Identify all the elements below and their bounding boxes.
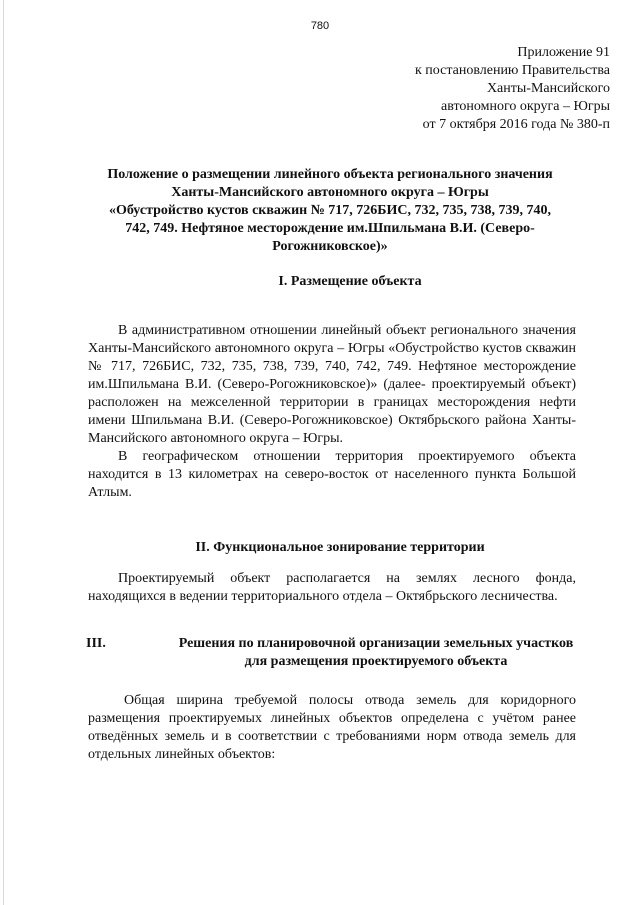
title-line: Положение о размещении линейного объекта регионального значения: [107, 167, 553, 182]
section-3-body: [88, 692, 576, 764]
appendix-block: [415, 44, 610, 134]
paragraph: Проектируемый объект располагается на землях лесного фонда, находящихся в ведении территориального отдела – Октябрьского лесничества.: [88, 571, 576, 604]
page-number: 780: [310, 20, 330, 32]
section-2-heading: II. Функциональное зонирование территории: [195, 540, 485, 555]
section-1-body: [88, 322, 576, 502]
document-title: [60, 166, 600, 256]
section-3-heading-line: для размещения проектируемого объекта: [244, 654, 508, 669]
paragraph: Общая ширина требуемой полосы отвода земель для коридорного размещения проектируемых линейных объектов определена с учётом ранее отведённых земель и в соответствии с требованиями норм отвода земель для отдельных линейных объектов:: [88, 693, 576, 762]
paragraph: В географическом отношении территория проектируемого объекта находится в 13 километрах на северо-восток от населенного пункта Большой Атлым.: [88, 449, 576, 500]
section-1-heading: I. Размещение объекта: [278, 274, 422, 289]
section-3-heading: [86, 635, 606, 671]
appendix-line: Приложение 91: [517, 45, 610, 60]
appendix-line: к постановлению Правительства: [414, 63, 610, 78]
title-line: Ханты-Мансийского автономного округа – Югры: [171, 185, 489, 200]
paragraph: В административном отношении линейный объект регионального значения Ханты-Мансийского автономного округа – Югры «Обустройство кустов скважин № 717, 726БИС, 732, 735, 738, 739, 740, 742, 749. Нефтяное месторождение им.Шпильмана В.И. (Северо-Рогожниковское)» (далее- проектируемый объект) расположен на межселенной территории в границах месторождения нефти имени Шпильмана В.И. (Северо-Рогожниковское) Октябрьского района Ханты-Мансийского автономного округа – Югры.: [88, 323, 576, 446]
title-line: «Обустройство кустов скважин № 717, 726БИС, 732, 735, 738, 739, 740,: [108, 203, 552, 218]
appendix-line: Ханты-Мансийского: [486, 81, 610, 96]
scan-edge-line: [3, 0, 4, 905]
section-2-body: [88, 570, 576, 606]
appendix-line: от 7 октября 2016 года № 380-п: [422, 117, 610, 132]
title-line: 742, 749. Нефтяное месторождение им.Шпильмана В.И. (Северо-: [125, 221, 535, 236]
appendix-line: автономного округа – Югры: [441, 99, 610, 114]
title-line: Рогожниковское)»: [272, 239, 388, 254]
section-3-heading-line: Решения по планировочной организации земельных участков: [178, 636, 574, 651]
section-3-number: III.: [86, 636, 106, 651]
